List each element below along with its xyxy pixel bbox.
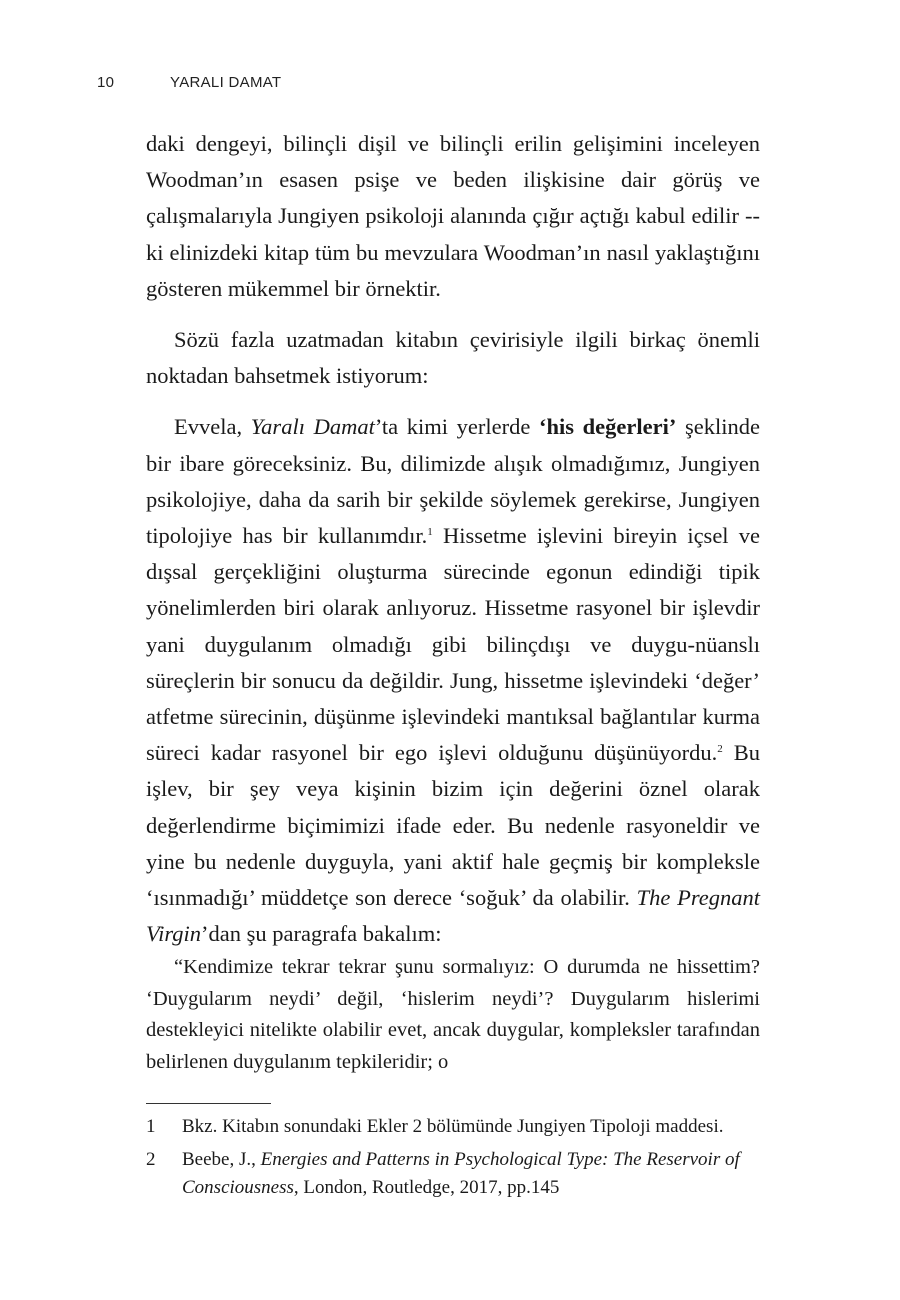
running-title: YARALI DAMAT [170, 74, 282, 91]
footnote-ref: 2 [717, 743, 723, 756]
footnote-number: 1 [146, 1116, 156, 1137]
footnote-publication: , London, Routledge, 2017, pp.145 [293, 1177, 560, 1198]
text-run: şeklinde bir ibare göreceksiniz. Bu, dilimizde alışık olmadığımız, Jungiyen psikolojiye, daha da sarih bir şekilde söylemek gerekirse, Jungiyen tipolojiye has bir kullanımdır. [146, 414, 760, 549]
footnote-ref: 1 [427, 526, 433, 539]
page-number: 10 [97, 74, 115, 91]
block-quote: “Kendimize tekrar tekrar şunu sormalıyız: O durumda ne hissettim? ‘Duygularım neydi’ değil, ‘hislerim neydi’? Duygularım hislerimi destekleyici nitelikte olabilir evet, ancak duygular, kompleksler tarafından belirlenen duygulanım tepkileridir; o [146, 956, 760, 1073]
paragraph-2: Sözü fazla uzatmadan kitabın çevirisiyle ilgili birkaç önemli noktadan bahsetmek istiyorum: [146, 327, 760, 389]
footnote-author: Beebe, J., [182, 1148, 261, 1170]
paragraph-continued: daki dengeyi, bilinçli dişil ve bilinçli erilin gelişimini inceleyen Woodman’ın esasen psişe ve beden ilişkisine dair görüş ve çalışmalarıyla Jungiyen psikoloji alanında çığır açtığı kabul edilir --ki elinizdeki kitap tüm bu mevzulara Woodman’ın nasıl yaklaştığını gösteren mükemmel bir örnektir. [146, 131, 760, 301]
paragraph-3 [146, 409, 760, 952]
main-text [146, 126, 760, 1078]
footnote [146, 1146, 760, 1203]
footnote-text: Bkz. Kitabın sonundaki Ekler 2 bölümünde Jungiyen Tipoloji maddesi. [182, 1116, 724, 1137]
text-run: Hissetme işlevini bireyin içsel ve dışsal gerçekliğini oluşturma sürecinde egonun edindiği tipik yönelimlerden biri olarak anlıyoruz. Hissetme rasyonel bir işlevdir yani duygulanım olmadığı gibi bilinçdışı ve duygu-nüanslı süreçlerin bir sonucu da değildir. Jung, hissetme işlevindeki ‘değer’ atfetme sürecinin, düşünme işlevindeki mantıksal bağlantılar kurma süreci kadar rasyonel bir ego işlevi olduğunu düşünüyordu. [146, 523, 760, 766]
footnotes [146, 1113, 760, 1207]
footnote-number: 2 [146, 1148, 156, 1170]
footnote-title-italic: Energies and Patterns in Psychological Type: The Reservoir of Consciousness [182, 1148, 740, 1198]
running-header [97, 74, 281, 91]
book-title-italic: The Pregnant Virgin [146, 885, 760, 947]
text-run: Evvela, [174, 414, 251, 440]
text-run: ’dan şu paragrafa bakalım: [201, 921, 442, 947]
footnote-divider [146, 1103, 271, 1104]
text-run: ’ta kimi yerlerde [374, 414, 540, 440]
footnote-text [182, 1146, 760, 1203]
footnote [146, 1113, 760, 1142]
text-run: Bu işlev, bir şey veya kişinin bizim için değerini öznel olarak değerlendirme biçimimizi ifade eder. Bu nedenle rasyoneldir ve yine bu nedenle duyguyla, yani aktif hale geçmiş bir kompleksle ‘ısınmadığı’ müddetçe son derece ‘soğuk’ da olabilir. [146, 740, 761, 911]
book-title-italic: Yaralı Damat [250, 414, 375, 440]
term-bold: ‘his değerleri’ [539, 414, 677, 440]
